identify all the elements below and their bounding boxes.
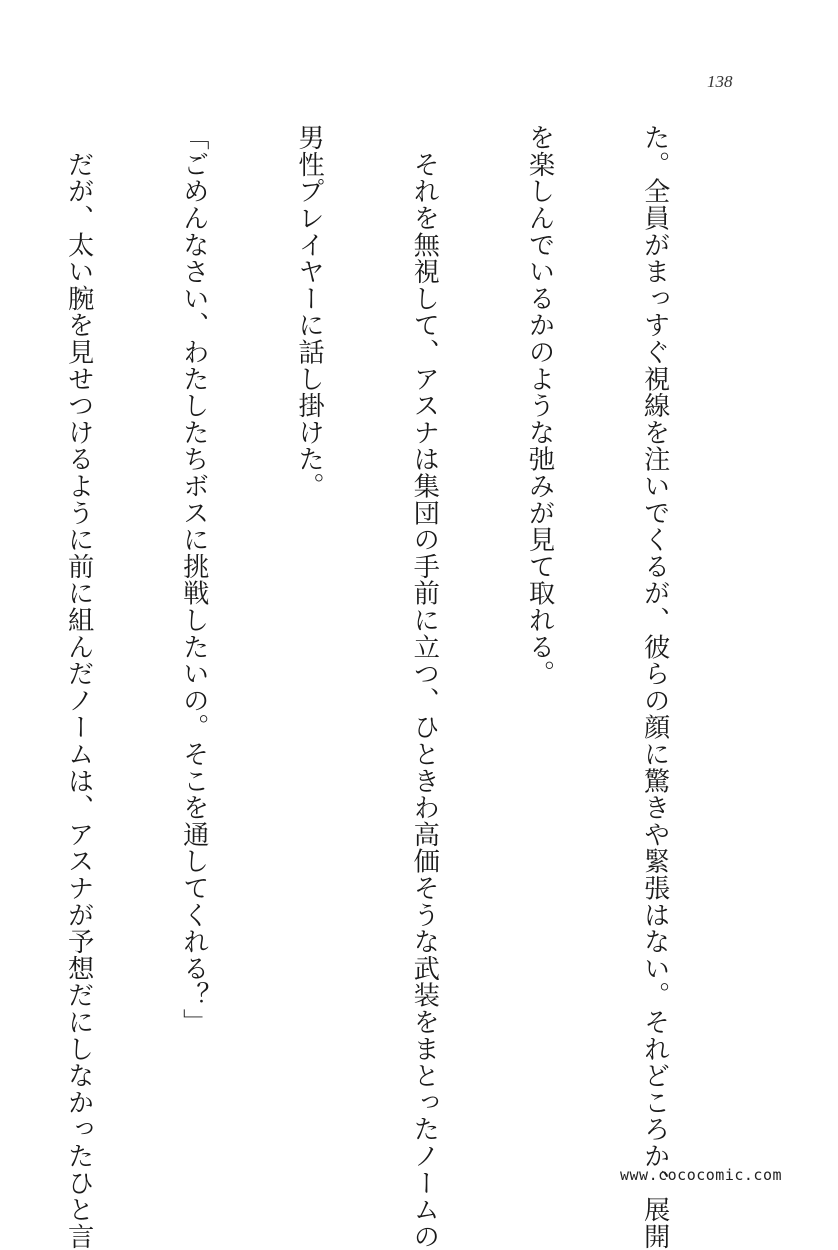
page-number: 138 — [707, 72, 733, 91]
text-line: を楽しんでいるかのような弛みが見て取れる。 — [523, 124, 554, 687]
text-line: 「ごめんなさい、わたしたちボスに挑戦したいの。そこを通してくれる？」 — [178, 124, 209, 1036]
text-line: 男性プレイヤーに話し掛けた。 — [293, 124, 324, 500]
watermark: www.cococomic.com — [620, 1166, 783, 1184]
text-line: た。全員がまっすぐ視線を注いでくるが、彼らの顔に驚きや緊張はない。それどころか、展開 — [639, 124, 670, 1250]
text-line: だが、太い腕を見せつけるように前に組んだノームは、アスナが予想だにしなかったひと言 — [63, 124, 94, 1250]
text-line: それを無視して、アスナは集団の手前に立つ、ひときわ高価そうな武装をまとったノームの — [408, 124, 439, 1250]
